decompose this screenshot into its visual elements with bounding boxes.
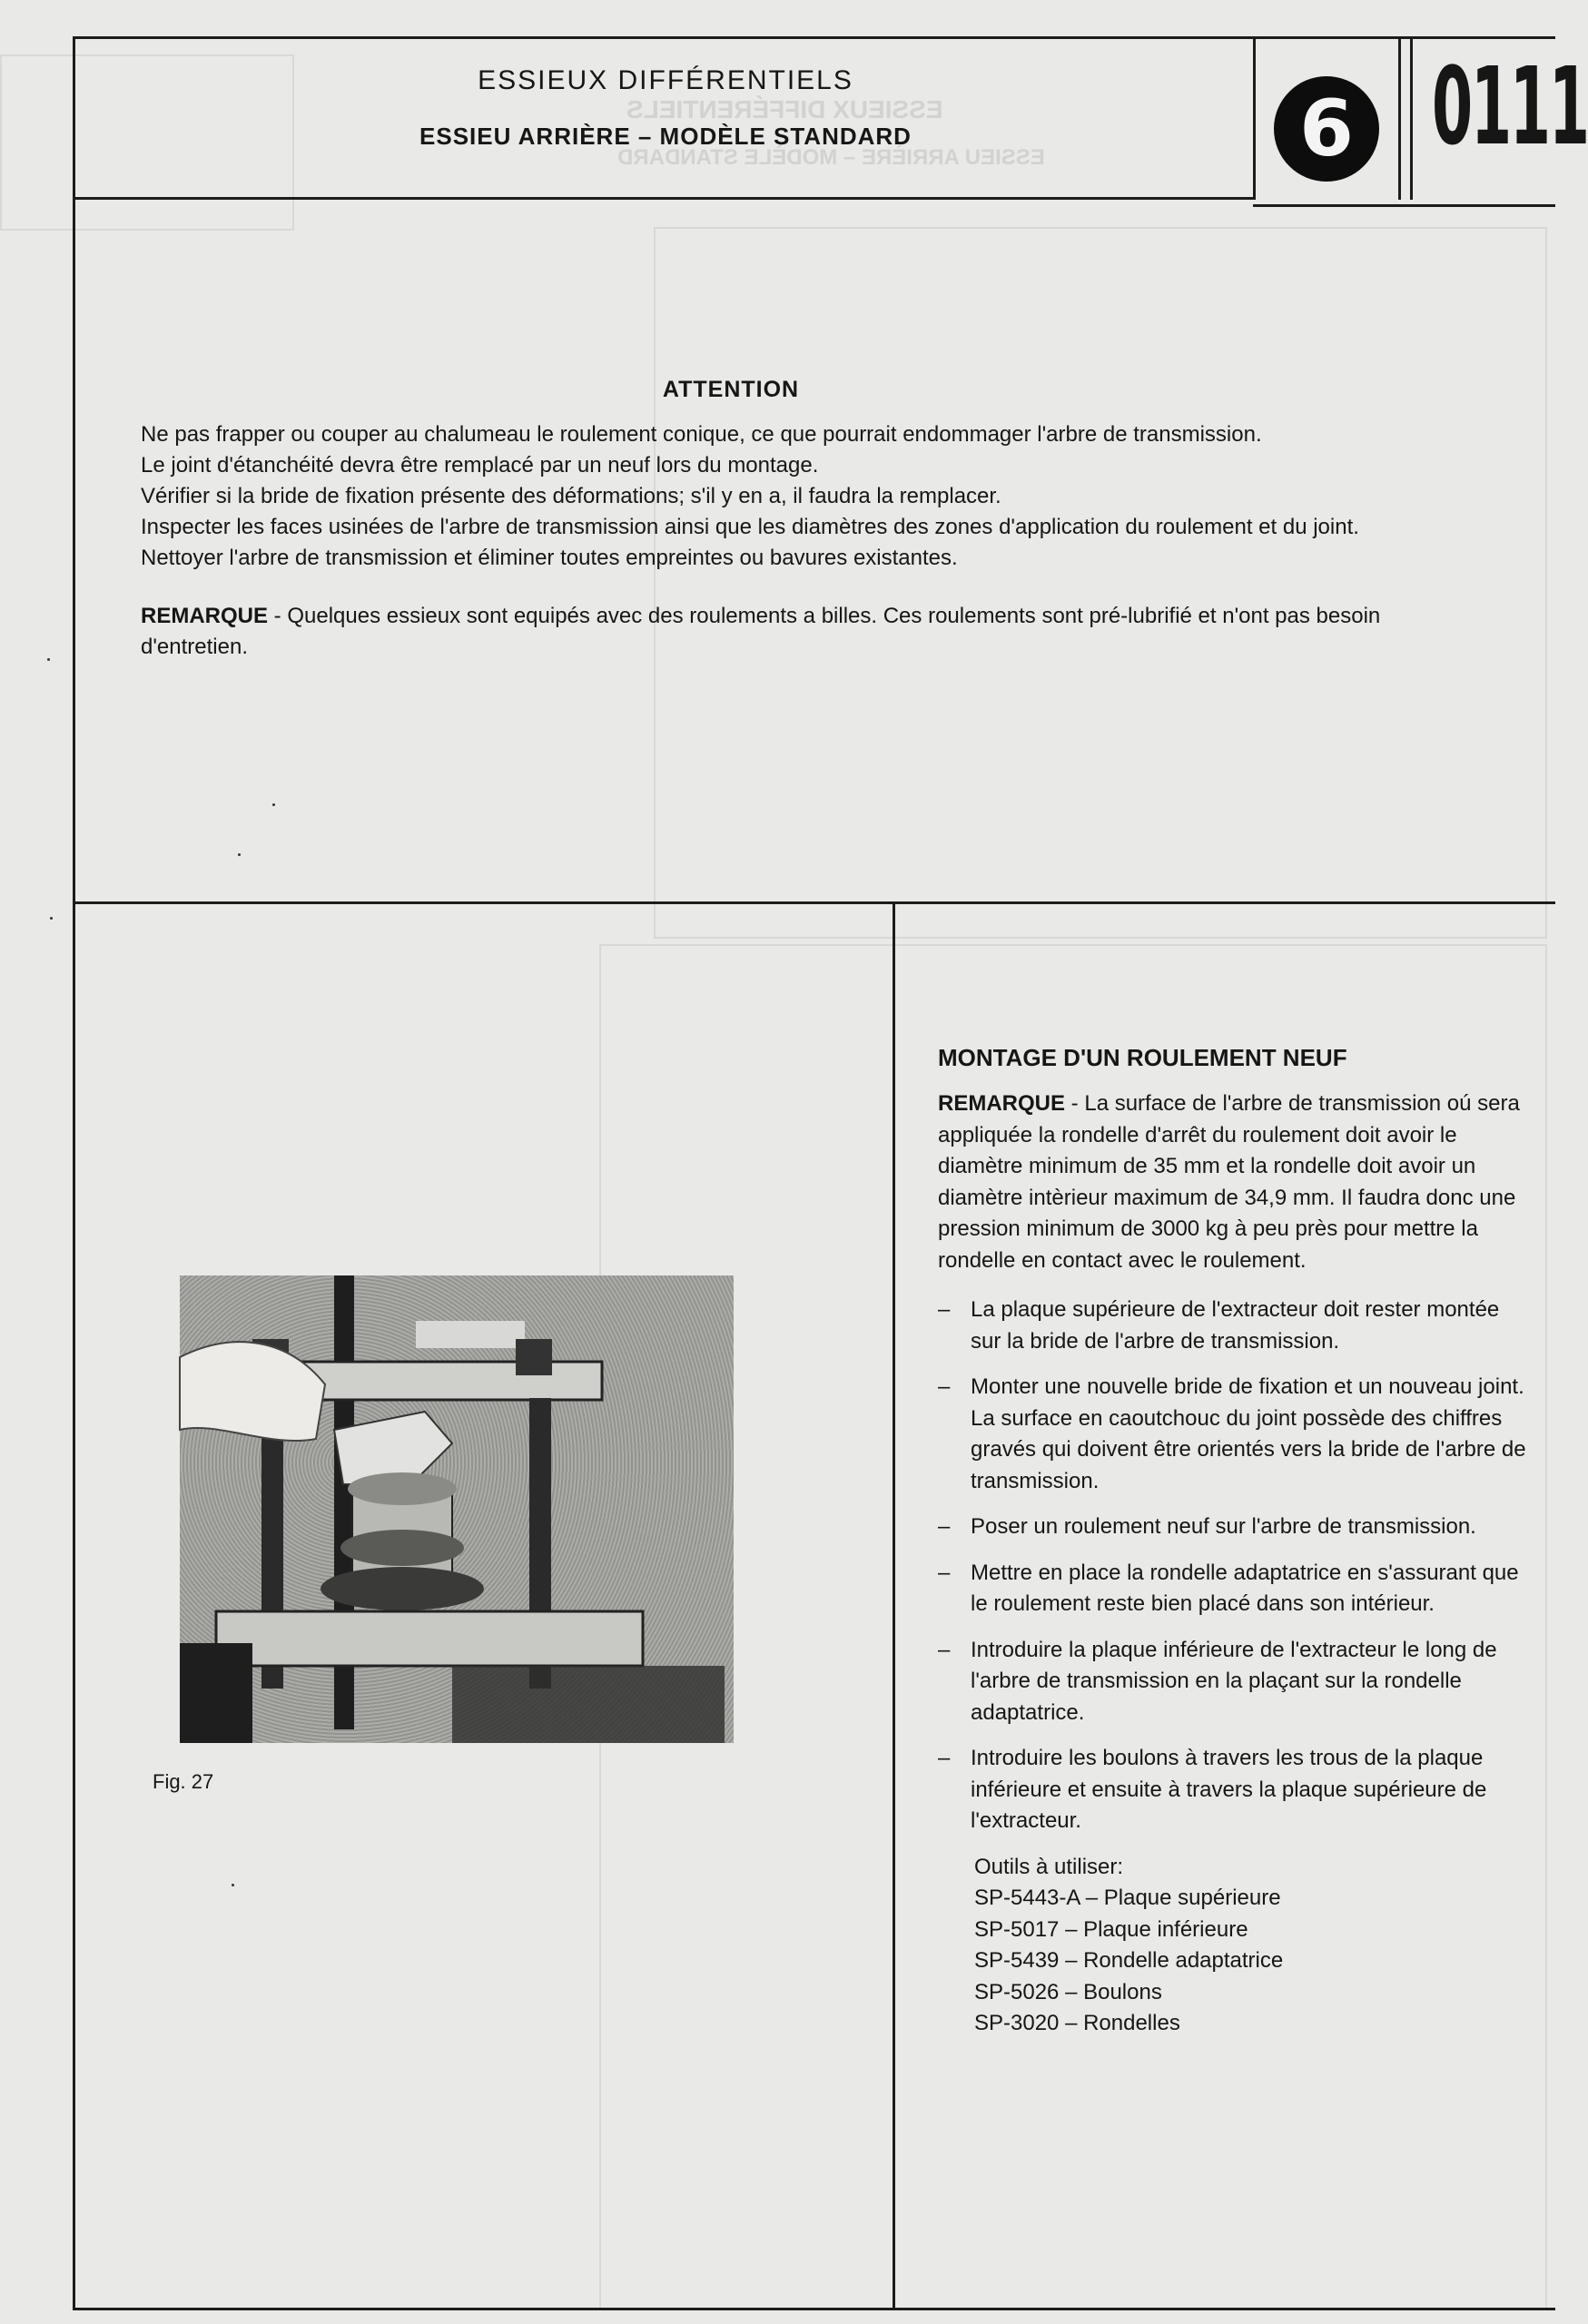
attention-remark xyxy=(141,601,1484,663)
attention-paragraph: Ne pas frapper ou couper au chalumeau le roulement conique, ce que pourrait endommager l'arbre de transmission. xyxy=(141,422,1262,447)
header-separator-3 xyxy=(1410,36,1413,200)
attention-paragraph: Vérifier si la bride de fixation présente des déformations; s'il y en a, il faudra la remplacer. xyxy=(141,484,1001,508)
attention-paragraph: Le joint d'étanchéité devra être remplacé par un neuf lors du montage. xyxy=(141,453,819,478)
tool-item: SP-5017 – Plaque inférieure xyxy=(974,1916,1248,1942)
scan-speck xyxy=(232,1884,234,1886)
step-dash: – xyxy=(938,1514,951,1539)
step-dash: – xyxy=(938,1637,951,1662)
step-dash: – xyxy=(938,1374,951,1399)
montage-step xyxy=(938,1372,1533,1497)
header-separator-1 xyxy=(1253,36,1256,200)
scan-speck xyxy=(50,917,53,920)
header-bottom-rule-right xyxy=(1253,204,1555,207)
step-text: Introduire la plaque inférieure de l'extracteur le long de l'arbre de transmission en la plaçant sur la rondelle adaptatrice. xyxy=(971,1637,1497,1725)
section-number-badge: 6 xyxy=(1274,76,1379,182)
remark-label: REMARQUE xyxy=(938,1091,1066,1116)
column-divider xyxy=(893,901,895,2310)
montage-remark xyxy=(938,1088,1533,1276)
step-text: Mettre en place la rondelle adaptatrice en s'assurant que le roulement reste bien placé dans son intérieur. xyxy=(971,1560,1519,1616)
remark-label: REMARQUE xyxy=(141,604,269,628)
scan-speck xyxy=(238,853,241,856)
scan-speck xyxy=(47,658,50,661)
step-dash: – xyxy=(938,1560,951,1585)
step-dash: – xyxy=(938,1297,951,1322)
tool-item: SP-5026 – Boulons xyxy=(974,1979,1162,2004)
step-text: Monter une nouvelle bride de fixation et un nouveau joint. La surface en caoutchouc du joint possède des chiffres gravés qui doivent être orientés vers la bride de l'arbre de transmission. xyxy=(971,1374,1526,1493)
tool-item: SP-5443-A – Plaque supérieure xyxy=(974,1886,1281,1910)
step-text: La plaque supérieure de l'extracteur doit rester montée sur la bride de l'arbre de transmission. xyxy=(971,1297,1500,1354)
step-dash: – xyxy=(938,1746,951,1770)
tools-heading: Outils à utiliser: xyxy=(974,1854,1124,1879)
step-text: Poser un roulement neuf sur l'arbre de transmission. xyxy=(971,1514,1476,1539)
montage-step xyxy=(938,1743,1533,1837)
montage-step xyxy=(938,1558,1533,1620)
tool-item: SP-3020 – Rondelles xyxy=(974,2011,1180,2035)
header-bottom-rule xyxy=(73,197,1253,200)
section-divider-horizontal xyxy=(73,901,1555,904)
document-title: ESSIEUX DIFFÉRENTIELS xyxy=(478,65,853,95)
attention-section xyxy=(141,377,1521,663)
bleed-through-header: ESSIEUX DIFFÉRENTIELS xyxy=(626,95,943,123)
header-separator-2 xyxy=(1398,36,1401,200)
attention-heading: ATTENTION xyxy=(662,377,800,402)
bearing-press-illustration xyxy=(180,1275,734,1743)
document-subtitle: ESSIEU ARRIÈRE – MODÈLE STANDARD xyxy=(419,123,912,150)
bleed-through-subheader: ESSIEU ARRIÈRE – MODÈLE STANDARD xyxy=(617,145,1045,170)
remark-text: - Quelques essieux sont equipés avec des roulements a billes. Ces roulements sont pré-lubrifié et n'ont pas besoin d'entretien. xyxy=(141,604,1381,659)
montage-step xyxy=(938,1635,1533,1729)
figure-caption: Fig. 27 xyxy=(153,1770,214,1793)
page-code: 0111 xyxy=(1432,44,1588,169)
scan-speck xyxy=(272,803,275,806)
figure-27-photo xyxy=(180,1275,734,1743)
montage-step xyxy=(938,1512,1533,1543)
montage-step xyxy=(938,1295,1533,1357)
tool-item: SP-5439 – Rondelle adaptatrice xyxy=(974,1948,1284,1973)
montage-heading: MONTAGE D'UN ROULEMENT NEUF xyxy=(938,1044,1347,1071)
attention-paragraph: Inspecter les faces usinées de l'arbre de transmission ainsi que les diamètres des zones d'application du roulement et du joint. xyxy=(141,515,1359,539)
montage-section xyxy=(938,1044,1533,2040)
remark-text: - La surface de l'arbre de transmission oú sera appliquée la rondelle d'arrêt du roulement doit avoir le diamètre minimum de 35 mm et la rondelle doit avoir un diamètre intèrieur maximum de 34,9 mm. Il faudra donc une pression minimum de 3000 kg à peu près pour mettre la rondelle en contact avec le roulement. xyxy=(938,1091,1520,1273)
attention-paragraph: Nettoyer l'arbre de transmission et éliminer toutes empreintes ou bavures existantes. xyxy=(141,546,958,570)
step-text: Introduire les boulons à travers les trous de la plaque inférieure et ensuite à travers la plaque supérieure de l'extracteur. xyxy=(971,1746,1487,1833)
